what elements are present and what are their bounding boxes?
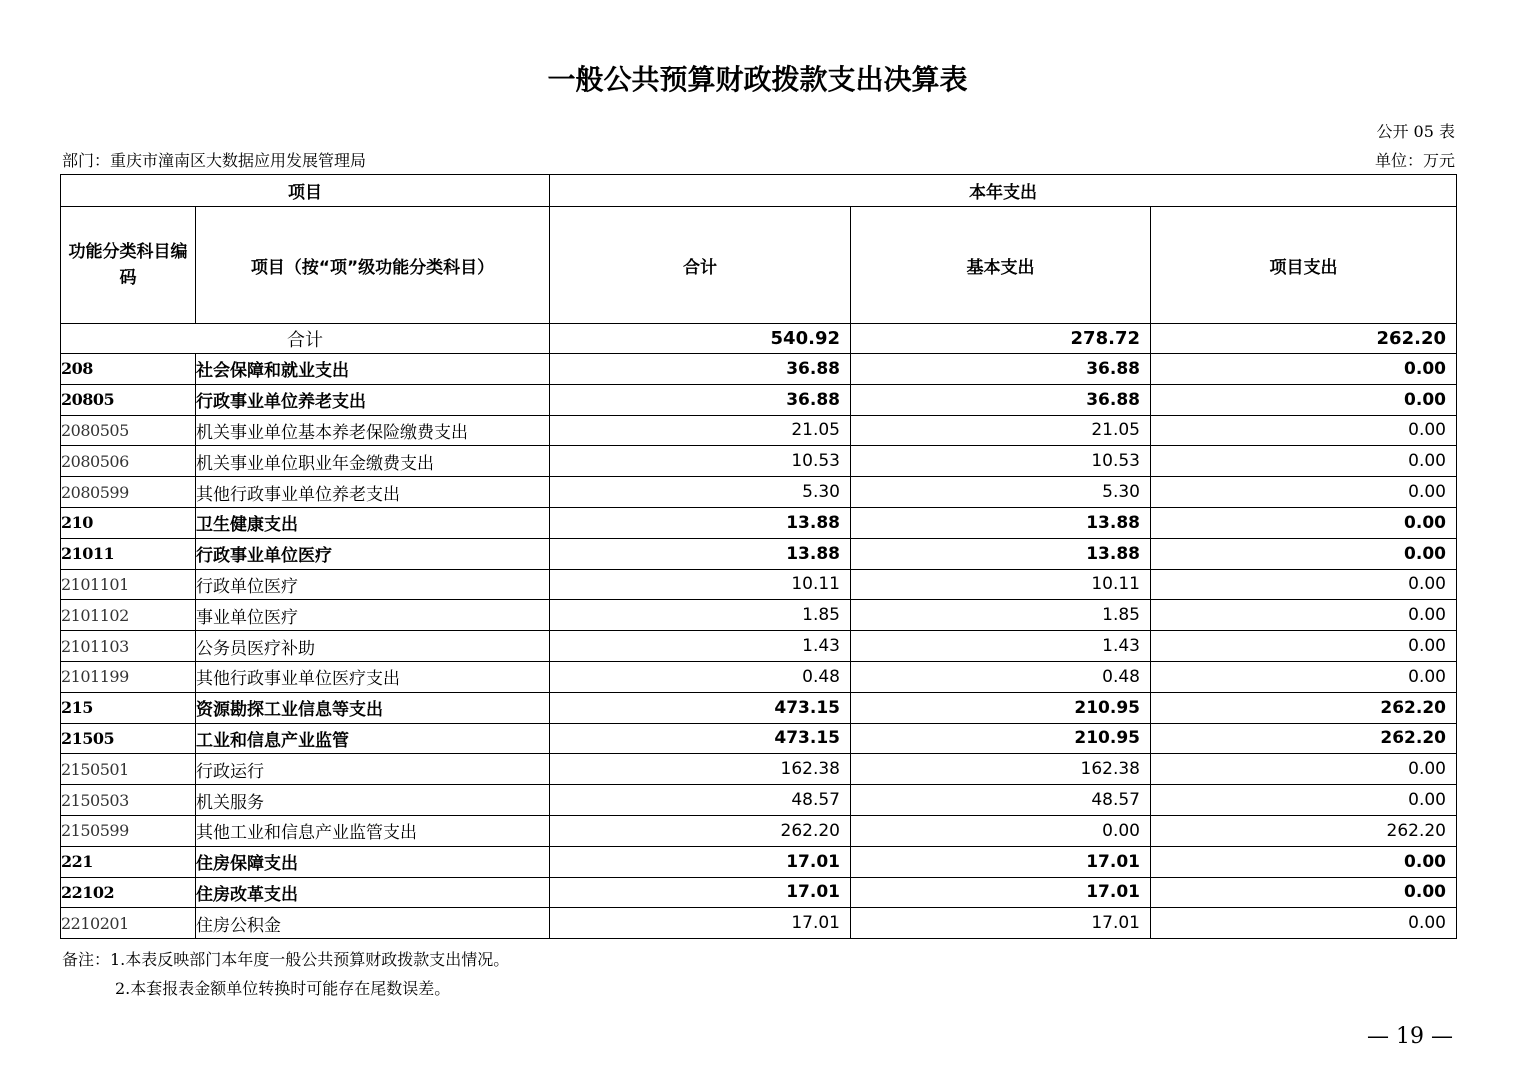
- row-basic: 36.88: [851, 354, 1151, 385]
- row-name: 其他行政事业单位养老支出: [196, 477, 550, 508]
- row-project: 0.00: [1151, 446, 1457, 477]
- row-total: 36.88: [550, 354, 851, 385]
- row-name: 住房保障支出: [196, 846, 550, 877]
- row-total: 13.88: [550, 507, 851, 538]
- row-name: 行政单位医疗: [196, 569, 550, 600]
- row-code: 2101199: [61, 661, 196, 692]
- row-name: 机关事业单位基本养老保险缴费支出: [196, 415, 550, 446]
- row-project: 262.20: [1151, 692, 1457, 723]
- note-line-1: 备注：1.本表反映部门本年度一般公共预算财政拨款支出情况。: [62, 950, 510, 969]
- row-total: 17.01: [550, 877, 851, 908]
- row-project: 262.20: [1151, 815, 1457, 846]
- row-total: 5.30: [550, 477, 851, 508]
- row-total: 1.85: [550, 600, 851, 631]
- table-row: [61, 785, 1457, 816]
- row-total: 162.38: [550, 754, 851, 785]
- row-name: 其他行政事业单位医疗支出: [196, 661, 550, 692]
- page-number: — 19 —: [1367, 1024, 1453, 1049]
- row-name: 行政运行: [196, 754, 550, 785]
- row-code: 2150501: [61, 754, 196, 785]
- note-line-2: 2.本套报表金额单位转换时可能存在尾数误差。: [115, 979, 451, 998]
- header-name: 项目（按“项”级功能分类科目）: [196, 207, 550, 324]
- row-basic: 10.11: [851, 569, 1151, 600]
- row-code: 208: [61, 354, 196, 385]
- row-basic: 1.85: [851, 600, 1151, 631]
- row-basic: 162.38: [851, 754, 1151, 785]
- row-basic: 36.88: [851, 384, 1151, 415]
- row-basic: 1.43: [851, 631, 1151, 662]
- row-name: 工业和信息产业监管: [196, 723, 550, 754]
- row-project: 0.00: [1151, 846, 1457, 877]
- table-row: [61, 538, 1457, 569]
- row-code: 2080505: [61, 415, 196, 446]
- row-project: 0.00: [1151, 477, 1457, 508]
- row-code: 21505: [61, 723, 196, 754]
- row-total: 13.88: [550, 538, 851, 569]
- header-code: 功能分类科目编码: [61, 207, 196, 324]
- total-label: 合计: [61, 324, 550, 354]
- row-total: 10.53: [550, 446, 851, 477]
- notes: [62, 945, 509, 1003]
- table-row: [61, 754, 1457, 785]
- row-name: 卫生健康支出: [196, 507, 550, 538]
- row-name: 事业单位医疗: [196, 600, 550, 631]
- row-total: 17.01: [550, 846, 851, 877]
- row-name: 社会保障和就业支出: [196, 354, 550, 385]
- unit-label: 单位：万元: [1374, 151, 1455, 170]
- table-row: [61, 569, 1457, 600]
- row-basic: 48.57: [851, 785, 1151, 816]
- row-code: 2150599: [61, 815, 196, 846]
- row-code: 20805: [61, 384, 196, 415]
- row-project: 0.00: [1151, 600, 1457, 631]
- header-row-1: [61, 175, 1457, 207]
- row-code: 22102: [61, 877, 196, 908]
- table-row: [61, 723, 1457, 754]
- row-basic: 210.95: [851, 723, 1151, 754]
- row-name: 住房公积金: [196, 908, 550, 939]
- header-current-year: 本年支出: [550, 175, 1457, 207]
- row-basic: 13.88: [851, 538, 1151, 569]
- table-row: [61, 446, 1457, 477]
- row-basic: 0.00: [851, 815, 1151, 846]
- row-code: 210: [61, 507, 196, 538]
- table-row: [61, 354, 1457, 385]
- row-project: 0.00: [1151, 415, 1457, 446]
- row-total: 473.15: [550, 723, 851, 754]
- row-total: 0.48: [550, 661, 851, 692]
- total-basic: 278.72: [851, 324, 1151, 354]
- table-row: [61, 507, 1457, 538]
- table-row: [61, 600, 1457, 631]
- row-code: 2101103: [61, 631, 196, 662]
- row-project: 0.00: [1151, 538, 1457, 569]
- row-basic: 21.05: [851, 415, 1151, 446]
- row-code: 21011: [61, 538, 196, 569]
- row-project: 0.00: [1151, 754, 1457, 785]
- total-total: 540.92: [550, 324, 851, 354]
- row-code: 2210201: [61, 908, 196, 939]
- table-row: [61, 846, 1457, 877]
- row-project: 0.00: [1151, 908, 1457, 939]
- row-project: 262.20: [1151, 723, 1457, 754]
- row-code: 215: [61, 692, 196, 723]
- row-name: 机关服务: [196, 785, 550, 816]
- table-row: [61, 692, 1457, 723]
- header-project: 项目支出: [1151, 207, 1457, 324]
- row-name: 住房改革支出: [196, 877, 550, 908]
- row-total: 48.57: [550, 785, 851, 816]
- table-row: [61, 661, 1457, 692]
- table-row: [61, 477, 1457, 508]
- table-row: [61, 415, 1457, 446]
- row-project: 0.00: [1151, 785, 1457, 816]
- row-total: 10.11: [550, 569, 851, 600]
- row-name: 资源勘探工业信息等支出: [196, 692, 550, 723]
- row-basic: 5.30: [851, 477, 1151, 508]
- header-row-2: [61, 207, 1457, 324]
- row-name: 行政事业单位医疗: [196, 538, 550, 569]
- row-code: 2101101: [61, 569, 196, 600]
- page-title: 一般公共预算财政拨款支出决算表: [547, 63, 968, 96]
- row-basic: 17.01: [851, 877, 1151, 908]
- expenditure-table: [60, 174, 1457, 939]
- form-number: 公开 05 表: [1376, 122, 1455, 141]
- row-name: 行政事业单位养老支出: [196, 384, 550, 415]
- department-label: 部门：重庆市潼南区大数据应用发展管理局: [62, 151, 367, 170]
- total-project: 262.20: [1151, 324, 1457, 354]
- row-total: 21.05: [550, 415, 851, 446]
- table-row: [61, 384, 1457, 415]
- row-name: 其他工业和信息产业监管支出: [196, 815, 550, 846]
- row-code: 2150503: [61, 785, 196, 816]
- table-row: [61, 815, 1457, 846]
- row-total: 36.88: [550, 384, 851, 415]
- row-code: 2101102: [61, 600, 196, 631]
- row-basic: 17.01: [851, 846, 1151, 877]
- row-total: 473.15: [550, 692, 851, 723]
- row-basic: 10.53: [851, 446, 1151, 477]
- row-total: 1.43: [550, 631, 851, 662]
- row-code: 2080599: [61, 477, 196, 508]
- row-name: 公务员医疗补助: [196, 631, 550, 662]
- row-project: 0.00: [1151, 631, 1457, 662]
- table-row: [61, 908, 1457, 939]
- row-total: 17.01: [550, 908, 851, 939]
- header-basic: 基本支出: [851, 207, 1151, 324]
- row-basic: 210.95: [851, 692, 1151, 723]
- row-project: 0.00: [1151, 384, 1457, 415]
- header-item: 项目: [61, 175, 550, 207]
- row-total: 262.20: [550, 815, 851, 846]
- row-basic: 17.01: [851, 908, 1151, 939]
- row-name: 机关事业单位职业年金缴费支出: [196, 446, 550, 477]
- total-row: [61, 324, 1457, 354]
- header-total: 合计: [550, 207, 851, 324]
- row-project: 0.00: [1151, 569, 1457, 600]
- row-basic: 0.48: [851, 661, 1151, 692]
- row-project: 0.00: [1151, 354, 1457, 385]
- table-row: [61, 631, 1457, 662]
- row-code: 221: [61, 846, 196, 877]
- row-project: 0.00: [1151, 877, 1457, 908]
- row-basic: 13.88: [851, 507, 1151, 538]
- table-row: [61, 877, 1457, 908]
- row-code: 2080506: [61, 446, 196, 477]
- row-project: 0.00: [1151, 507, 1457, 538]
- row-project: 0.00: [1151, 661, 1457, 692]
